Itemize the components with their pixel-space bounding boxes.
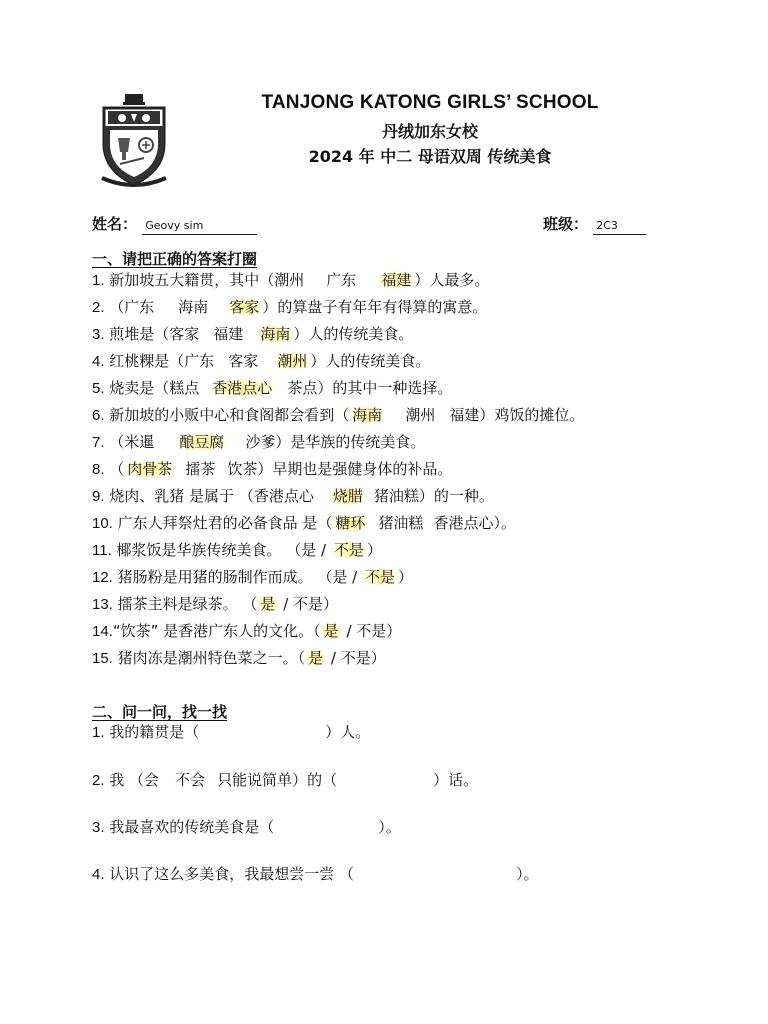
option-circled[interactable]: 是 <box>305 649 326 667</box>
school-name-chinese: 丹绒加东女校 <box>381 122 478 141</box>
option-circled[interactable]: 福建 <box>378 271 414 289</box>
class-label: 班级： <box>543 215 589 233</box>
option[interactable]: 猪油糕 <box>373 487 419 505</box>
survey-question-4: 4. 认识了这么多美食，我最想尝一尝 （ ）。 <box>92 865 539 883</box>
option-circled[interactable]: 海南 <box>257 325 293 343</box>
option-circled[interactable]: 是 <box>257 595 278 613</box>
question-1: 1. 新加坡五大籍贯，其中（潮州 广东 福建 ）人最多。 <box>92 271 490 289</box>
option-circled[interactable]: 潮州 <box>274 352 310 370</box>
option-circled[interactable]: 烧腊 <box>330 487 366 505</box>
question-12: 12. 猪肠粉是用猪的肠制作而成。 （是 / 不是 ） <box>92 568 414 586</box>
option[interactable]: 福建 <box>449 406 480 424</box>
option-circled[interactable]: 是 <box>321 622 342 640</box>
survey-question-2: 2. 我 （会 不会 只能说简单）的（ ）话。 <box>92 771 479 789</box>
option-circled[interactable]: 酿豆腐 <box>176 433 227 451</box>
name-label: 姓名： <box>92 215 138 233</box>
question-6: 6. 新加坡的小贩中心和食阁都会看到（ 海南 潮州 福建）鸡饭的摊位。 <box>92 406 585 424</box>
question-2: 2. （广东 海南 客家 ）的算盘子有年年有得算的寓意。 <box>92 298 488 316</box>
option[interactable]: 香港点心 <box>433 514 494 532</box>
survey-question-1: 1. 我的籍贯是（ ）人。 <box>92 723 371 741</box>
question-15: 15. 猪肉冻是潮州特色菜之一。（ 是 / 不是） <box>92 649 386 667</box>
question-9: 9. 烧肉、乳猪 是属于 （香港点心 烧腊 猪油糕）的一种。 <box>92 487 494 505</box>
question-11: 11. 椰浆饭是华族传统美食。 （是 / 不是 ） <box>92 541 382 559</box>
question-7: 7. （米暹 酿豆腐 沙爹）是华族的传统美食。 <box>92 433 426 451</box>
question-3: 3. 煎堆是（客家 福建 海南 ）人的传统美食。 <box>92 325 414 343</box>
option-circled[interactable]: 香港点心 <box>209 379 275 397</box>
student-class-row <box>543 213 646 235</box>
survey-question-3: 3. 我最喜欢的传统美食是（ ）。 <box>92 818 401 836</box>
option[interactable]: 客家 <box>228 352 259 370</box>
class-field[interactable]: 2C3 <box>593 218 646 235</box>
section-1-title: 一、请把正确的答案打圈 <box>92 250 258 268</box>
option[interactable]: 猪油糕 <box>378 514 424 532</box>
school-crest-logo <box>98 92 170 188</box>
school-name-english: TANJONG KATONG GIRLS’ SCHOOL <box>261 92 599 113</box>
option-circled[interactable]: 糖环 <box>332 514 368 532</box>
option[interactable]: 茶点 <box>287 379 318 397</box>
question-14: 14.“饮茶” 是香港广东人的文化。（ 是 / 不是） <box>92 622 402 640</box>
option[interactable]: 擂茶 <box>185 460 216 478</box>
option-circled[interactable]: 海南 <box>349 406 385 424</box>
question-8: 8. （ 肉骨茶 擂茶 饮茶）早期也是强健身体的补品。 <box>92 460 453 478</box>
option-circled[interactable]: 不是 <box>362 568 398 586</box>
option[interactable]: 潮州 <box>405 406 436 424</box>
option[interactable]: 海南 <box>178 298 209 316</box>
section-2-title: 二、问一问，找一找 <box>92 703 228 721</box>
name-field[interactable]: Geovy sim <box>142 218 257 235</box>
option-circled[interactable]: 客家 <box>226 298 262 316</box>
question-13: 13. 擂茶主料是绿茶。 （ 是 / 不是） <box>92 595 339 613</box>
option[interactable]: 广东 <box>326 271 357 289</box>
option[interactable]: 福建 <box>213 325 244 343</box>
option[interactable]: 沙爹 <box>245 433 276 451</box>
question-10: 10. 广东人拜祭灶君的必备食品 是（ 糖环 猪油糕 香港点心）。 <box>92 514 516 532</box>
option-circled[interactable]: 肉骨茶 <box>124 460 175 478</box>
question-4: 4. 红桃粿是（广东 客家 潮州 ）人的传统美食。 <box>92 352 431 370</box>
worksheet-title: 2024 年 中二 母语双周 传统美食 <box>308 147 552 166</box>
student-name-row <box>92 213 257 235</box>
option-circled[interactable]: 不是 <box>331 541 367 559</box>
question-5: 5. 烧卖是（糕点 香港点心 茶点）的其中一种选择。 <box>92 379 453 397</box>
option[interactable]: 饮茶 <box>227 460 258 478</box>
